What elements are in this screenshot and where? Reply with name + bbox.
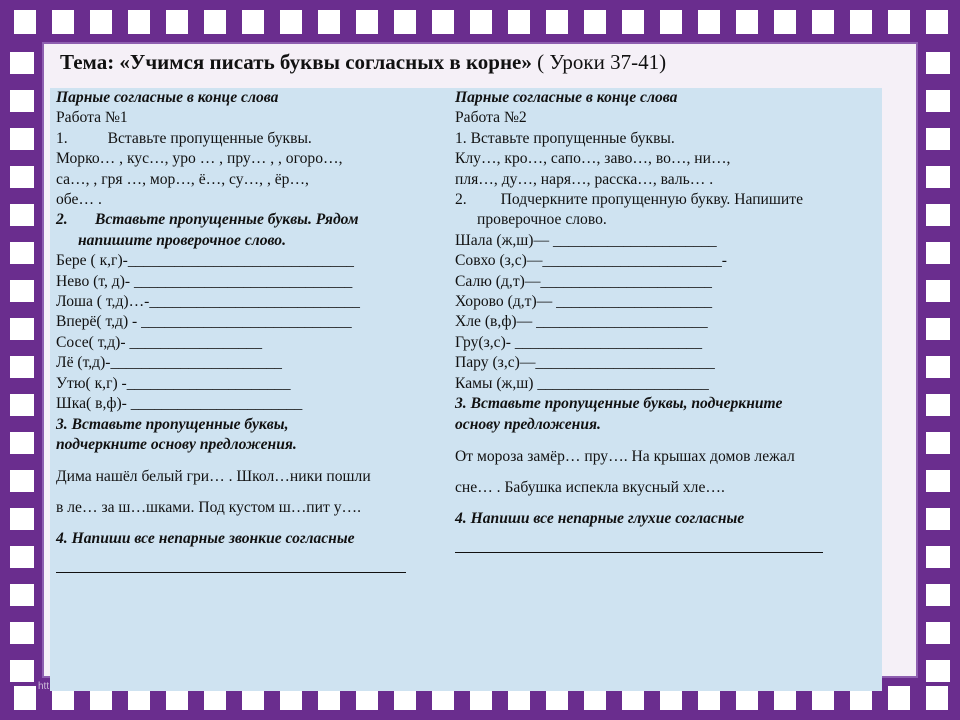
work-1-task-2-heading: 2. Вставьте пропущенные буквы. Рядом <box>56 211 359 229</box>
answer-line[interactable] <box>455 534 823 553</box>
word-item: Лё (т,д)-______________________ <box>56 354 282 372</box>
border-square <box>10 204 34 226</box>
border-square <box>432 10 454 34</box>
word-item: Совхо (з,с)—_______________________- <box>455 252 727 270</box>
word-item: Лоша ( т,д)…-___________________________ <box>56 293 360 311</box>
border-square <box>10 394 34 416</box>
border-square <box>926 204 950 226</box>
border-square <box>166 10 188 34</box>
word-item: Шала (ж,ш)— _____________________ <box>455 231 717 249</box>
border-square <box>10 128 34 150</box>
task-1-words-line: са…, , гря …, мор…, ё…, су…, , ёр…, <box>56 170 309 188</box>
task-1-words-line: пля…, ду…, наря…, расска…, валь… . <box>455 170 714 188</box>
border-square <box>10 90 34 112</box>
border-square <box>622 10 644 34</box>
border-square <box>888 10 910 34</box>
word-item: Шка( в,ф)- ______________________ <box>56 395 303 413</box>
border-square <box>926 52 950 74</box>
work-1-heading: Парные согласные в конце слова <box>56 89 279 106</box>
work-1-task-3-heading-cont: подчеркните основу предложения. <box>56 435 297 453</box>
border-square <box>926 280 950 302</box>
border-square <box>10 318 34 340</box>
work-2-task-3-heading: 3. Вставьте пропущенные буквы, подчеркните <box>455 395 783 413</box>
border-square <box>926 10 948 34</box>
border-square <box>926 166 950 188</box>
word-item: Гру(з,с)- ________________________ <box>455 333 703 351</box>
border-square <box>10 508 34 530</box>
border-square <box>242 10 264 34</box>
border-square <box>926 660 950 682</box>
work-1-sentence: Дима нашёл белый гри… . Школ…ники пошли <box>56 468 371 486</box>
border-square <box>10 660 34 682</box>
work-2-column <box>455 88 875 553</box>
worksheet-table <box>50 88 882 691</box>
task-1-number: 1. <box>56 129 68 147</box>
border-square <box>926 90 950 112</box>
task-1-words-line: Клу…, кро…, сапо…, заво…, во…, ни…, <box>455 150 731 168</box>
border-square <box>14 10 36 34</box>
border-square <box>394 10 416 34</box>
border-square <box>736 10 758 34</box>
work-1-sentence: в ле… за ш…шками. Под кустом ш…пит у…. <box>56 499 361 517</box>
word-item: Камы (ж,ш) ______________________ <box>455 374 709 392</box>
border-square <box>774 10 796 34</box>
work-1-label: Работа №1 <box>56 109 128 127</box>
border-square <box>926 432 950 454</box>
footer-url: htt <box>38 681 50 692</box>
border-square <box>10 280 34 302</box>
border-square <box>584 10 606 34</box>
border-square <box>10 622 34 644</box>
border-square <box>926 546 950 568</box>
work-1-task-1 <box>56 129 444 149</box>
border-square <box>926 242 950 264</box>
border-square <box>10 356 34 378</box>
work-2-task-1: 1. Вставьте пропущенные буквы. <box>455 129 675 147</box>
word-item: Хорово (д,т)— ____________________ <box>455 293 713 311</box>
border-square <box>204 10 226 34</box>
word-item: Сосе( т,д)- _________________ <box>56 333 263 351</box>
answer-line[interactable] <box>56 554 406 573</box>
border-square <box>926 470 950 492</box>
border-square <box>926 508 950 530</box>
task-1-text: Вставьте пропущенные буквы. <box>107 129 312 147</box>
work-1-task-3-heading: 3. Вставьте пропущенные буквы, <box>56 415 289 433</box>
work-2-sentence: сне… . Бабушка испекла вкусный хле…. <box>455 478 725 496</box>
border-square <box>280 10 302 34</box>
word-item: Бере ( к,г)-_____________________________ <box>56 252 354 270</box>
border-square <box>926 584 950 606</box>
border-square <box>10 584 34 606</box>
border-square <box>128 10 150 34</box>
border-square <box>698 10 720 34</box>
border-square <box>926 356 950 378</box>
border-square <box>10 470 34 492</box>
task-2-number: 2. <box>455 191 467 209</box>
work-2-task-4-heading: 4. Напиши все непарные глухие согласные <box>455 509 745 527</box>
work-2-task-3-heading-cont: основу предложения. <box>455 415 601 433</box>
work-2-heading: Парные согласные в конце слова <box>455 89 678 106</box>
word-item: Пару (з,с)—_______________________ <box>455 354 715 372</box>
border-square <box>10 546 34 568</box>
work-2-label: Работа №2 <box>455 109 527 127</box>
work-2-task-2-cont: проверочное слово. <box>477 211 607 229</box>
border-square <box>926 686 948 710</box>
title-lessons: ( Уроки 37-41) <box>531 50 667 74</box>
border-square <box>812 10 834 34</box>
border-square <box>52 10 74 34</box>
border-square <box>546 10 568 34</box>
border-square <box>318 10 340 34</box>
border-square <box>850 10 872 34</box>
word-item: Хле (в,ф)— ______________________ <box>455 313 708 331</box>
work-2-sentence: От мороза замёр… пру…. На крышах домов лежал <box>455 447 795 465</box>
border-square <box>926 318 950 340</box>
border-square <box>660 10 682 34</box>
border-square <box>470 10 492 34</box>
task-1-words-line: Морко… , кус…, уро … , пру… , , огоро…, <box>56 150 343 168</box>
border-square <box>10 242 34 264</box>
task-2-text: Подчеркните пропущенную букву. Напишите <box>500 191 803 209</box>
border-square <box>508 10 530 34</box>
border-square <box>10 432 34 454</box>
border-square <box>888 686 910 710</box>
work-2-task-2 <box>455 190 875 210</box>
word-item: Нево (т, д)- ____________________________ <box>56 272 353 290</box>
border-square <box>90 10 112 34</box>
task-1-words-line: обе… . <box>56 191 102 209</box>
work-1-column <box>56 88 444 573</box>
work-1-task-4-heading: 4. Напиши все непарные звонкие согласные <box>56 530 355 548</box>
border-square <box>10 166 34 188</box>
border-square <box>14 686 36 710</box>
title-main: Тема: «Учимся писать буквы согласных в корне» <box>60 50 532 74</box>
border-square <box>926 128 950 150</box>
border-square <box>926 622 950 644</box>
word-item: Вперё( т,д) - ___________________________ <box>56 313 352 331</box>
word-item: Утю( к,г) -_____________________ <box>56 374 291 392</box>
work-1-task-2-heading-cont: напишите проверочное слово. <box>78 231 286 249</box>
border-square <box>926 394 950 416</box>
border-square <box>356 10 378 34</box>
word-item: Салю (д,т)—______________________ <box>455 272 712 290</box>
border-square <box>10 52 34 74</box>
page-title <box>60 50 666 75</box>
